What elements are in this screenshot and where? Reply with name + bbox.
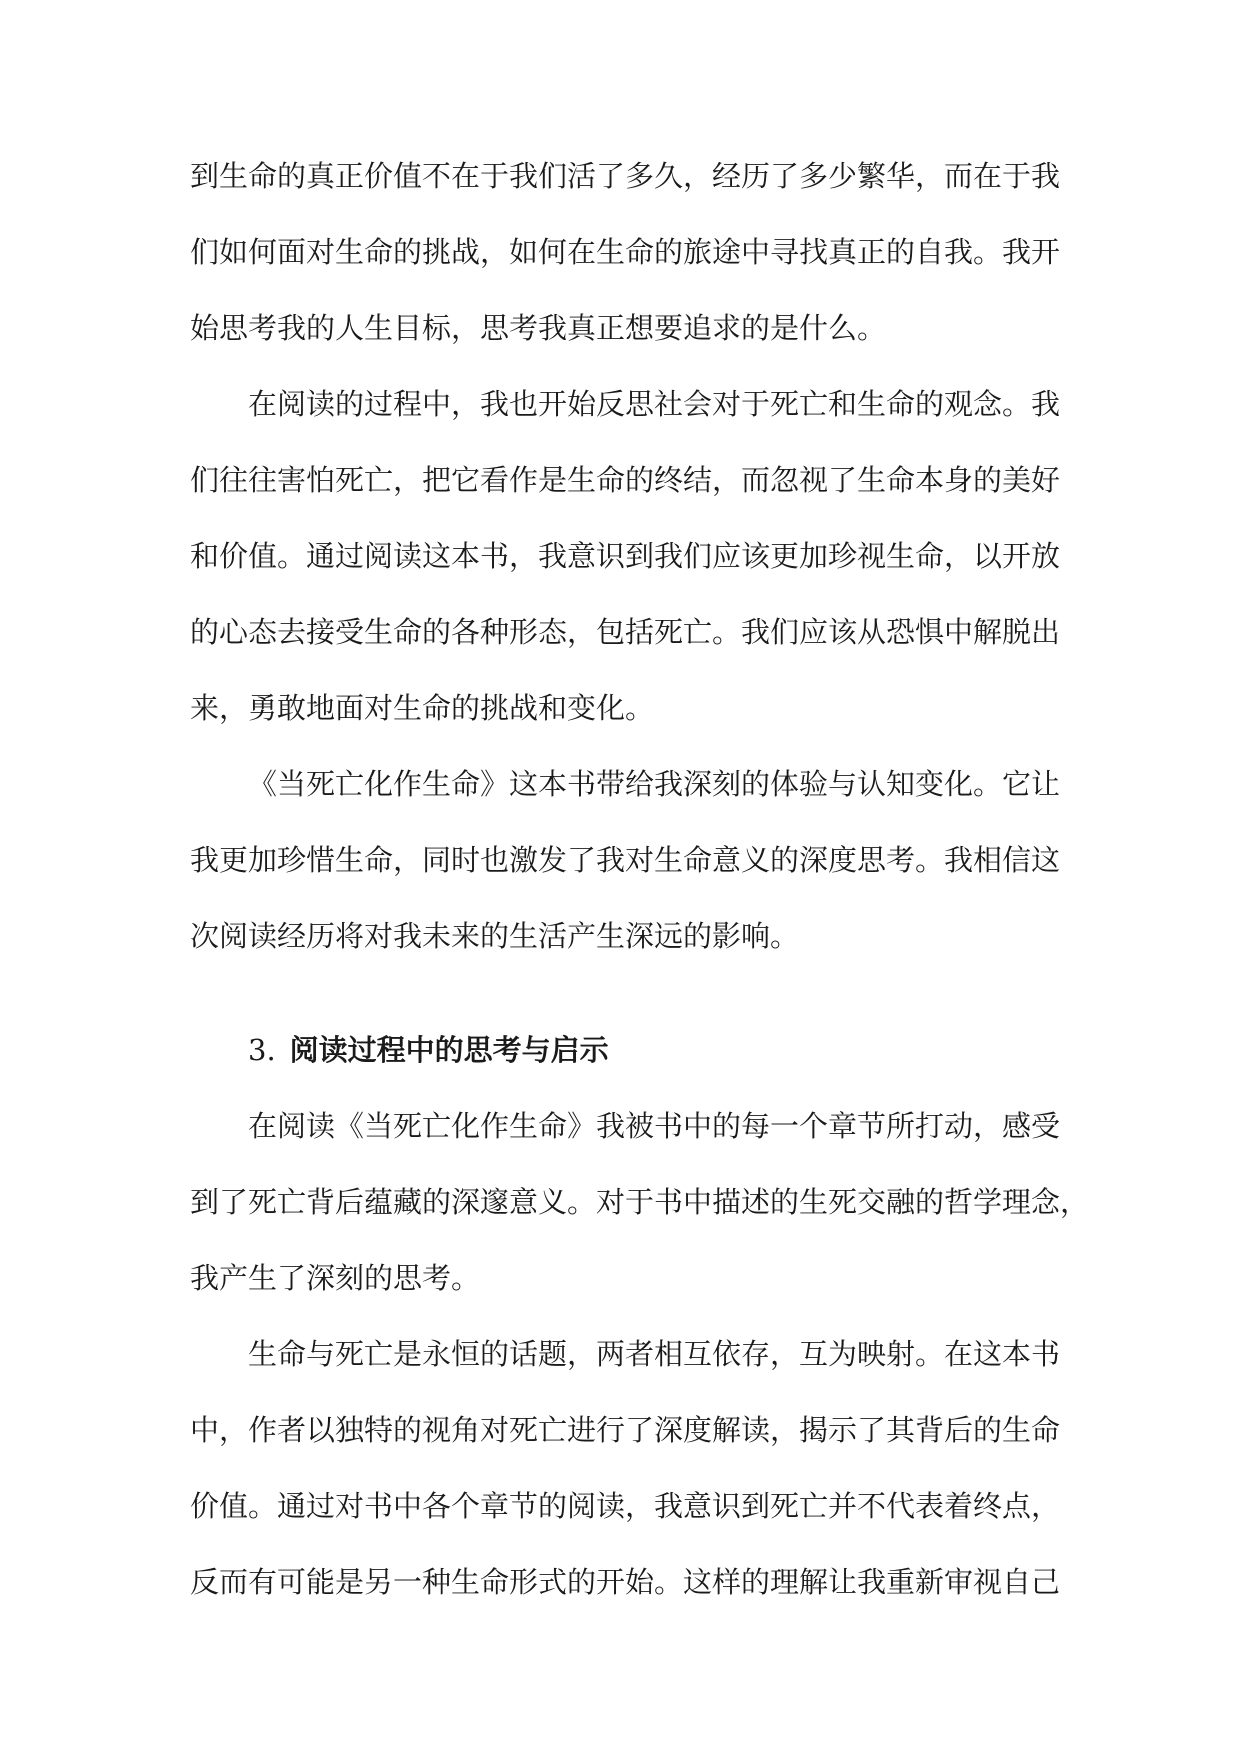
text-line: 中，作者以独特的视角对死亡进行了深度解读，揭示了其背后的生命 xyxy=(190,1413,1061,1447)
paragraph-3 xyxy=(190,746,1061,974)
text-line: 们如何面对生命的挑战，如何在生命的旅途中寻找真正的自我。我开 xyxy=(190,235,1061,269)
paragraph-4 xyxy=(190,1088,1090,1316)
text-line: 和价值。通过阅读这本书，我意识到我们应该更加珍视生命，以开放 xyxy=(190,539,1061,573)
text-line: 我产生了深刻的思考。 xyxy=(190,1261,481,1295)
text-line: 《当死亡化作生命》这本书带给我深刻的体验与认知变化。它让 xyxy=(248,767,1061,801)
paragraph-2 xyxy=(190,366,1061,746)
text-line: 在阅读《当死亡化作生命》我被书中的每一个章节所打动，感受 xyxy=(248,1109,1061,1143)
text-line: 价值。通过对书中各个章节的阅读，我意识到死亡并不代表着终点， xyxy=(190,1489,1061,1523)
text-line: 来，勇敢地面对生命的挑战和变化。 xyxy=(190,691,655,725)
document-page xyxy=(190,138,1090,1620)
text-line: 生命与死亡是永恒的话题，两者相互依存，互为映射。在这本书 xyxy=(248,1337,1061,1371)
section-title: 阅读过程中的思考与启示 xyxy=(289,1033,609,1067)
text-line: 反而有可能是另一种生命形式的开始。这样的理解让我重新审视自己 xyxy=(190,1565,1061,1599)
section-spacer xyxy=(190,974,1052,1012)
text-line: 始思考我的人生目标，思考我真正想要追求的是什么。 xyxy=(190,311,887,345)
text-line: 我更加珍惜生命，同时也激发了我对生命意义的深度思考。我相信这 xyxy=(190,843,1061,877)
text-line: 到生命的真正价值不在于我们活了多久，经历了多少繁华，而在于我 xyxy=(190,159,1061,193)
text-line: 的心态去接受生命的各种形态，包括死亡。我们应该从恐惧中解脱出 xyxy=(190,615,1061,649)
paragraph-1 xyxy=(190,138,1061,366)
text-line: 次阅读经历将对我未来的生活产生深远的影响。 xyxy=(190,919,800,953)
paragraph-5 xyxy=(190,1316,1061,1620)
text-line: 在阅读的过程中，我也开始反思社会对于死亡和生命的观念。我 xyxy=(248,387,1061,421)
section-number: 3. xyxy=(248,1033,276,1067)
text-line: 们往往害怕死亡，把它看作是生命的终结，而忽视了生命本身的美好 xyxy=(190,463,1061,497)
text-line: 到了死亡背后蕴藏的深邃意义。对于书中描述的生死交融的哲学理念， xyxy=(190,1185,1090,1219)
section-heading xyxy=(190,1012,1052,1088)
